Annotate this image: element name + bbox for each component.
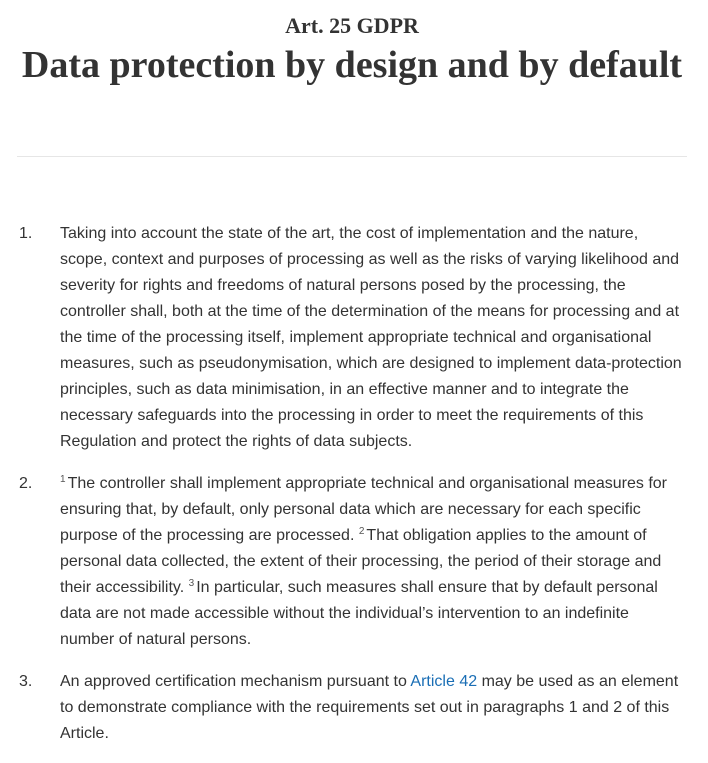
article-42-link[interactable]: Article 42 [410,673,478,690]
article-number: Art. 25 GDPR [285,13,419,38]
paragraph-number: 2. [19,475,33,492]
paragraph-text-before: An approved certification mechanism pursuant to [60,673,407,690]
paragraph-1 [0,221,708,455]
paragraph-text-after: may be used as an element to demonstrate compliance with the requirements set out in paragraphs 1 and 2 of this Article. [60,673,679,742]
sentence-text: In particular, such measures shall ensure that by default personal data are not made accessible without the individual’s intervention to an indefinite number of natural persons. [60,579,658,648]
sentence-number: 3 [188,578,195,589]
sentence-number: 1 [60,474,66,485]
header-divider [17,156,687,157]
paragraph-number: 3. [19,673,33,690]
paragraph-2 [0,471,708,653]
paragraph-text: Taking into account the state of the art, the cost of implementation and the nature, scope, context and purposes of processing as well as the risks of varying likelihood and severity for rights and freedoms of natural persons posed by the processing, the controller shall, both at the time of the determination of the means for processing and at the time of the processing itself, implement appropriate technical and organisational measures, such as pseudonymisation, which are designed to implement data-protection principles, such as data minimisation, in an effective manner and to integrate the necessary safeguards into the processing in order to meet the requirements of this Regulation and protect the rights of data subjects. [60,225,682,450]
sentence-text: The controller shall implement appropriate technical and organisational measures for ensuring that, by default, only personal data which are necessary for each specific purpose of the processing are processed. [60,475,667,544]
paragraph-number: 1. [19,225,33,242]
article-title: Data protection by design and by default [21,44,683,86]
sentence-number: 2 [358,526,365,537]
paragraph-3 [0,669,708,747]
paragraph-list [0,221,708,763]
sentence-text: That obligation applies to the amount of personal data collected, the extent of their processing, the period of their storage and their accessibility. [60,527,662,596]
